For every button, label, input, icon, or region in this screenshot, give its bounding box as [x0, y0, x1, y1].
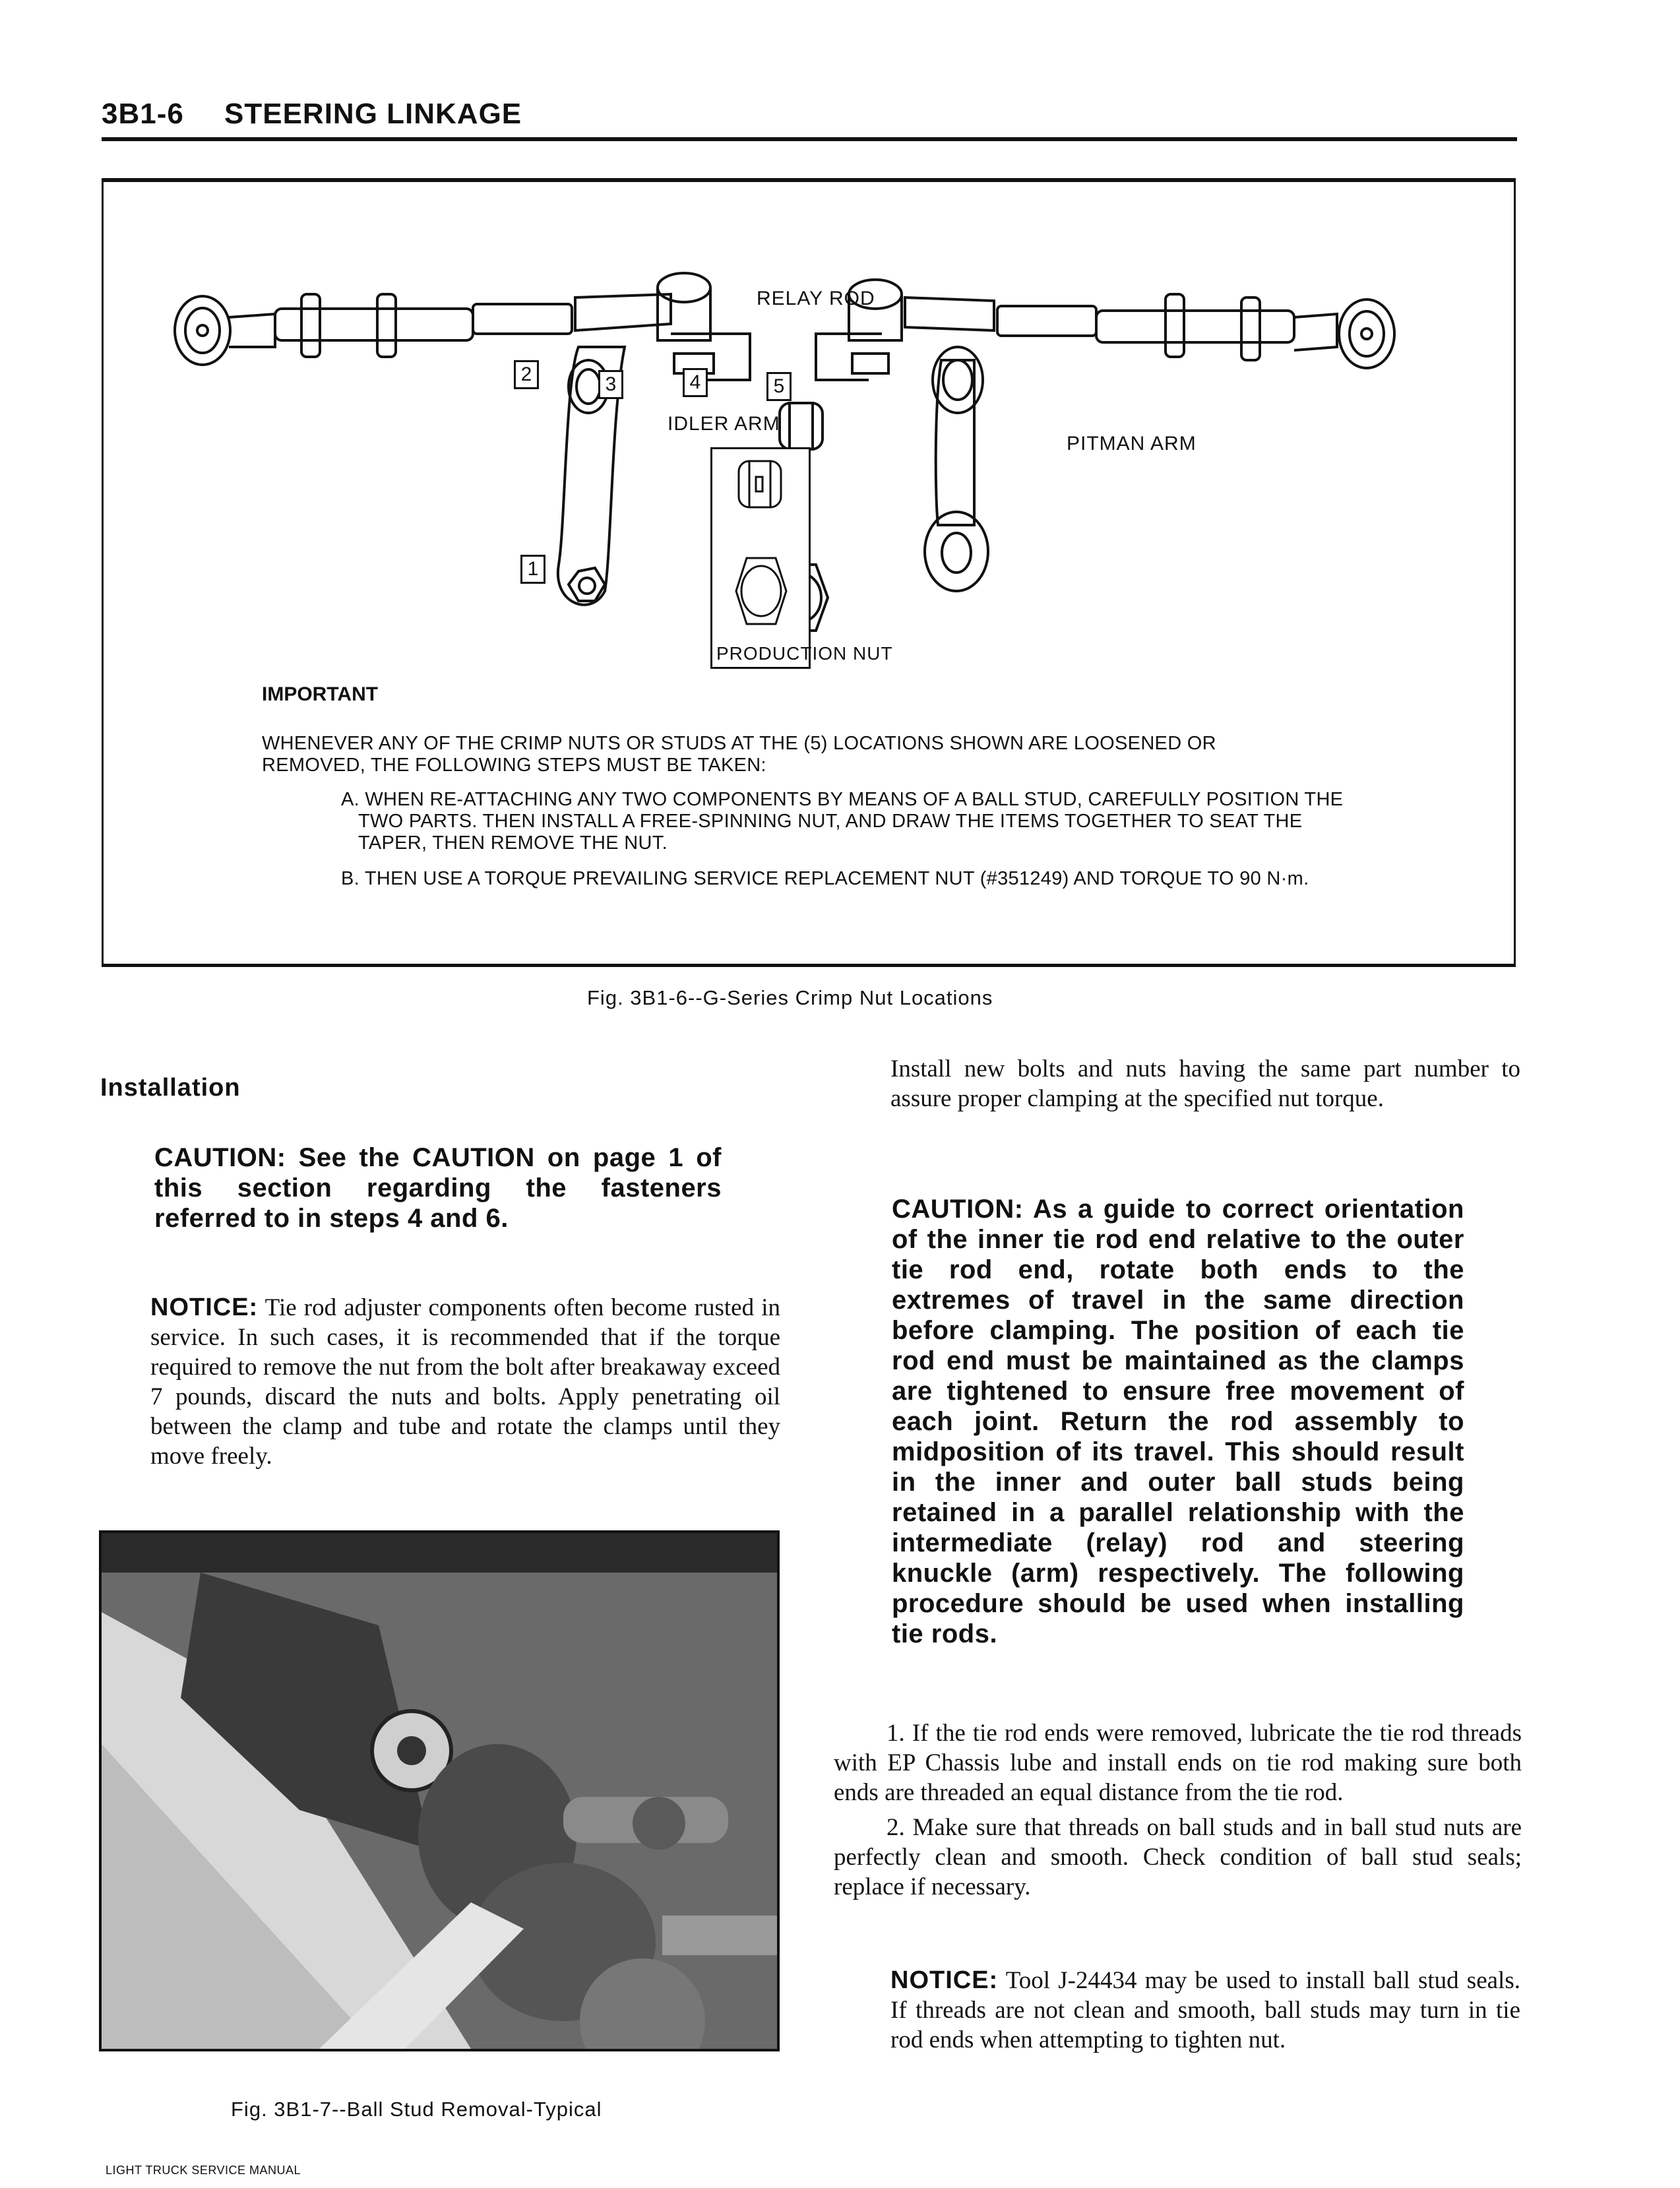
important-step-a: A. WHEN RE-ATTACHING ANY TWO COMPONENTS BY MEANS OF A BALL STUD, CAREFULLY POSITION THE TWO PARTS. THEN INSTALL A FREE-SPINNING NUT, AND DRAW THE ITEMS TOGETHER TO SEAT THE TAPER, THEN REMOVE THE NUT.	[341, 789, 1344, 854]
notice-ball-stud-seals	[890, 1966, 1520, 2055]
caution-fasteners: CAUTION: See the CAUTION on page 1 of this section regarding the fasteners referred to in steps 4 and 6.	[154, 1143, 722, 1233]
pitman-arm-label: PITMAN ARM	[1067, 433, 1197, 454]
notice-text: Tool J-24434 may be used to install ball stud seals. If threads are not clean and smooth, ball studs may turn in tie rod ends when attempting to tighten nut.	[890, 1967, 1520, 2053]
section-heading-installation: Installation	[100, 1074, 241, 1102]
figure-crimp-nut-locations	[102, 178, 1516, 967]
caution-tie-rod-orientation: CAUTION: As a guide to correct orientation of the inner tie rod end relative to the outer tie rod end, rotate both ends to the extremes of travel in the same direction before clamping. The position of each tie rod end must be maintained as the clamps are tightened to ensure free movement of each joint. Return the rod assembly to midposition of its travel. This should result in the inner and outer ball studs being retained in a parallel relationship with the intermediate (relay) rod and steering knuckle (arm) respectively. The following procedure should be used when installing tie rods.	[892, 1195, 1464, 1648]
notice-label: NOTICE:	[150, 1294, 259, 1321]
important-heading: IMPORTANT	[262, 683, 379, 705]
relay-rod-label: RELAY ROD	[757, 288, 875, 309]
install-new-bolts-paragraph: Install new bolts and nuts having the same part number to assure proper clamping at the specified nut torque.	[890, 1055, 1520, 1112]
callout-1: 1	[520, 555, 545, 584]
callout-4: 4	[683, 368, 708, 397]
ball-stud-photo-illustration	[102, 1533, 777, 2049]
footer-manual-title: LIGHT TRUCK SERVICE MANUAL	[106, 2164, 301, 2177]
production-nut-inset	[710, 447, 893, 669]
figure-1-caption: Fig. 3B1-6--G-Series Crimp Nut Locations	[587, 986, 993, 1009]
production-nut-label: PRODUCTION NUT	[716, 643, 893, 664]
step-2: 2. Make sure that threads on ball studs and in ball stud nuts are perfectly clean and smooth. Check condition of ball stud seals; replace if necessary.	[834, 1814, 1522, 1900]
section-number: 3B1-6	[102, 98, 184, 130]
idler-arm-label: IDLER ARM	[668, 413, 780, 435]
installation-steps	[834, 1718, 1522, 1907]
figure-2-caption: Fig. 3B1-7--Ball Stud Removal-Typical	[231, 2098, 602, 2121]
notice-label: NOTICE:	[890, 1966, 999, 1994]
callout-3: 3	[598, 370, 623, 399]
callout-5: 5	[766, 372, 792, 401]
page-title: STEERING LINKAGE	[224, 98, 522, 130]
important-intro: WHENEVER ANY OF THE CRIMP NUTS OR STUDS AT THE (5) LOCATIONS SHOWN ARE LOOSENED OR REMOVED, THE FOLLOWING STEPS MUST BE TAKEN:	[262, 733, 1216, 776]
important-step-b: B. THEN USE A TORQUE PREVAILING SERVICE REPLACEMENT NUT (#351249) AND TORQUE TO 90 N·m.	[341, 868, 1309, 889]
ball-stud-removal-photo	[99, 1530, 780, 2051]
notice-tie-rod-adjuster	[150, 1293, 780, 1471]
production-nut-icon	[712, 449, 809, 647]
header-divider	[102, 137, 1517, 141]
callout-2: 2	[514, 360, 539, 389]
notice-text: Tie rod adjuster components often become rusted in service. In such cases, it is recommended that if the torque required to remove the nut from the bolt after breakaway exceed 7 pounds, discard the nuts and bolts. Apply penetrating oil between the clamp and tube and rotate the clamps until they move freely.	[150, 1294, 780, 1470]
step-1: 1. If the tie rod ends were removed, lubricate the tie rod threads with EP Chassis lube and install ends on tie rod making sure both ends are threaded an equal distance from the tie rod.	[834, 1720, 1522, 1806]
